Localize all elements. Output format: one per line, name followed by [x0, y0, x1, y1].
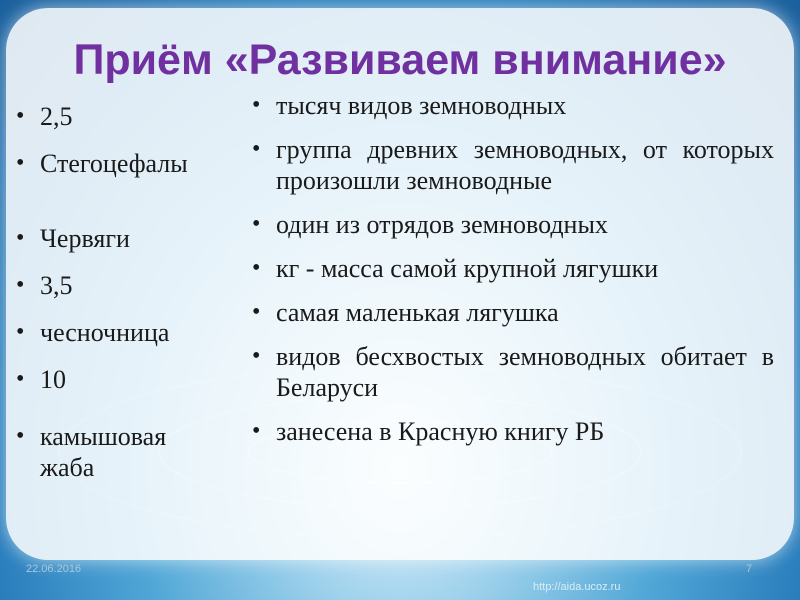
source-url: http://aida.ucoz.ru	[533, 581, 621, 593]
list-item: • камышовая жаба	[14, 421, 224, 483]
list-item: • группа древних земноводных, от которых произошли земноводные	[250, 134, 774, 196]
slide-number: 7	[746, 563, 753, 575]
list-item: • занесена в Красную книгу РБ	[250, 416, 774, 447]
list-item: • самая маленькая лягушка	[250, 297, 774, 328]
list-item: • один из отрядов земноводных	[250, 209, 774, 240]
right-description-list	[250, 90, 774, 460]
list-item: • 3,5	[14, 270, 224, 301]
list-item: • 10	[14, 364, 224, 395]
list-item: • Стегоцефалы	[14, 148, 224, 179]
list-item: • тысяч видов земноводных	[250, 90, 774, 121]
slide-title: Приём «Развиваем внимание»	[73, 36, 727, 84]
list-item: • видов бесхвостых земноводных обитает в Беларуси	[250, 341, 774, 403]
list-item: • чесночница	[14, 317, 224, 348]
list-item: • кг - масса самой крупной лягушки	[250, 253, 774, 284]
left-answer-list	[14, 101, 224, 499]
slide-date: 22.06.2016	[26, 563, 82, 575]
list-item: • 2,5	[14, 101, 224, 132]
list-item: • Червяги	[14, 223, 224, 254]
